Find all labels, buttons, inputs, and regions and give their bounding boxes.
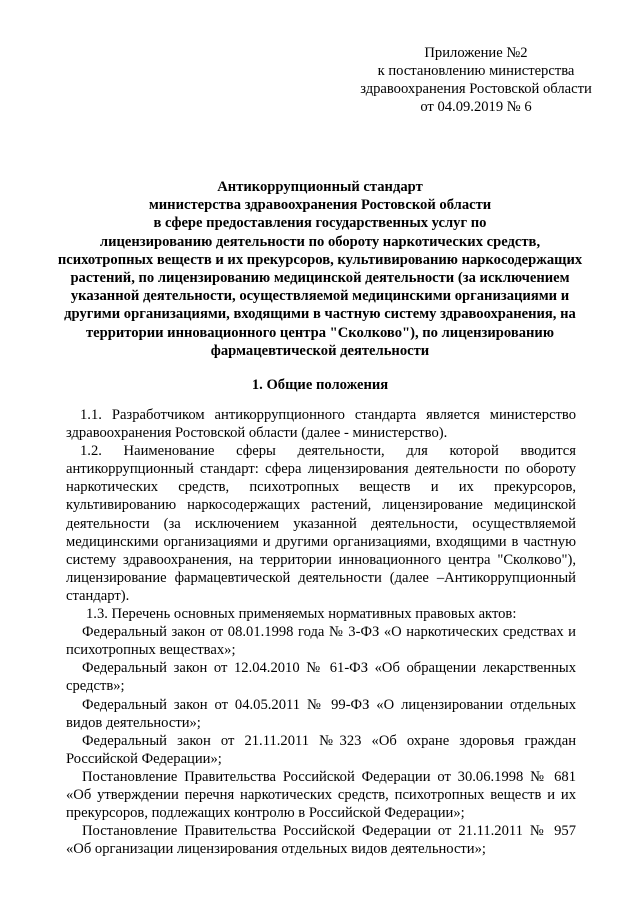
law-item: Федеральный закон от 08.01.1998 года № 3-ФЗ «О наркотических средствах и психотропных веществах»;: [66, 624, 576, 659]
law-item: Постановление Правительства Российской Федерации от 30.06.1998 № 681 «Об утверждении перечня наркотических средств, психотропных веществ и их прекурсоров, подлежащих контролю в Российской Федерации»;: [66, 768, 576, 822]
title-line: указанной деятельности, осуществляемой медицинскими организациями и: [70, 288, 570, 305]
paragraph-1-1: 1.1. Разработчиком антикоррупционного стандарта является министерство здравоохранения Ростовской области (далее - министерство).: [66, 407, 576, 442]
document-title: [40, 178, 600, 360]
appendix-line: к постановлению министерства: [377, 63, 575, 79]
section-heading: 1. Общие положения: [251, 377, 389, 393]
law-item: Федеральный закон от 12.04.2010 № 61-ФЗ «Об обращении лекарственных средств»;: [66, 660, 576, 695]
law-item: Федеральный закон от 04.05.2011 № 99-ФЗ «О лицензировании отдельных видов деятельности»;: [66, 696, 576, 731]
title-line: в сфере предоставления государственных услуг по: [153, 215, 487, 232]
appendix-line: от 04.09.2019 № 6: [420, 99, 532, 115]
paragraph-1-2: 1.2. Наименование сферы деятельности, для которой вводится антикоррупционный стандарт: сфера лицензирования деятельности по обороту наркотических средств, психотропных веществ и их прекурсоров, культивированию наркосодержащих растений, лицензирование медицинской деятельности (за исключением указанной деятельности, осуществляемой медицинскими организациями и другими организациями, входящими в частную систему здравоохранения, на территории инновационного центра "Сколково"), лицензирование фармацевтической деятельности (далее –Антикоррупционный стандарт).: [66, 443, 576, 604]
title-line: территории инновационного центра "Сколково"), по лицензированию: [86, 324, 554, 341]
appendix-line: здравоохранения Ростовской области: [360, 81, 592, 97]
title-line: растений, по лицензированию медицинской деятельности (за исключением: [70, 270, 570, 287]
title-line: лицензированию деятельности по обороту наркотических средств,: [99, 233, 541, 250]
title-line: министерства здравоохранения Ростовской области: [148, 197, 492, 214]
law-item: Постановление Правительства Российской Федерации от 21.11.2011 № 957 «Об организации лицензирования отдельных видов деятельности»;: [66, 823, 576, 858]
title-line: фармацевтической деятельности: [210, 342, 430, 359]
title-line: другими организациями, входящими в частную систему здравоохранения, на: [64, 306, 576, 323]
law-item: Федеральный закон от 21.11.2011 №323 «Об охране здоровья граждан Российской Федерации»;: [66, 732, 576, 767]
appendix-line: Приложение №2: [424, 45, 528, 61]
section-body: [66, 406, 576, 858]
paragraph-1-3: 1.3. Перечень основных применяемых нормативных правовых актов:: [86, 606, 517, 623]
appendix-block: [306, 44, 640, 116]
title-line: психотропных веществ и их прекурсоров, культивированию наркосодержащих: [57, 251, 583, 268]
title-line: Антикоррупционный стандарт: [217, 179, 423, 195]
